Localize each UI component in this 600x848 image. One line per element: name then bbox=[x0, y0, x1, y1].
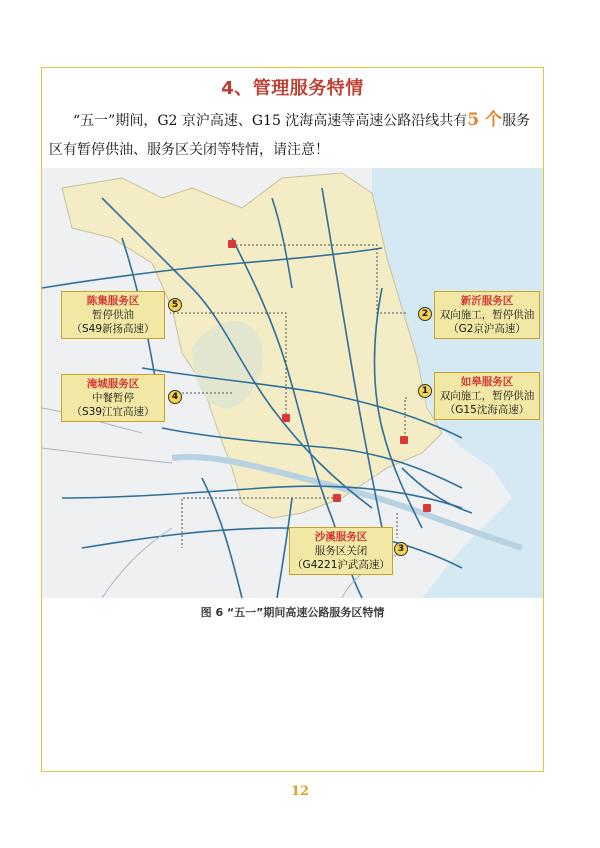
section-heading: 4、管理服务特情 bbox=[221, 78, 364, 99]
callout-status: 中餐暂停 bbox=[92, 392, 134, 404]
callout-status: 双向施工，暂停供油 bbox=[439, 390, 535, 402]
callout-yancheng bbox=[61, 374, 165, 422]
intro-line-1 bbox=[49, 110, 541, 131]
callout-status: 双向施工，暂停供油 bbox=[439, 309, 535, 321]
callout-rugao bbox=[434, 372, 540, 420]
callout-number-badge: 5 bbox=[168, 298, 182, 312]
page-number: 12 bbox=[290, 784, 310, 799]
intro-line-2: 区有暂停供油、服务区关闭等特情，请注意！ bbox=[49, 142, 329, 158]
callout-shaxi bbox=[289, 527, 393, 575]
callout-road: （G2京沪高速） bbox=[448, 323, 526, 335]
callout-xinyi bbox=[434, 291, 540, 339]
intro-text-b: 服务 bbox=[502, 113, 531, 129]
figure-caption: 图 6 “五一”期间高速公路服务区特情 bbox=[200, 606, 385, 619]
service-marker-chenji bbox=[282, 414, 290, 422]
callout-name: 陈集服务区 bbox=[86, 295, 140, 307]
callout-number-badge: 1 bbox=[418, 384, 432, 398]
service-marker-rugao bbox=[400, 436, 408, 444]
callout-road: （S49新扬高速） bbox=[71, 323, 155, 335]
callout-number-badge: 3 bbox=[394, 542, 408, 556]
callout-road: （S39江宜高速） bbox=[71, 406, 155, 418]
callout-name: 新沂服务区 bbox=[460, 295, 514, 307]
callout-number-badge: 4 bbox=[168, 390, 182, 404]
callout-status: 服务区关闭 bbox=[314, 545, 368, 557]
service-marker-xinyi bbox=[228, 240, 236, 248]
callout-road: （G15沈海高速） bbox=[444, 404, 530, 416]
callout-status: 暂停供油 bbox=[92, 309, 134, 321]
callout-name: 淹城服务区 bbox=[86, 378, 140, 390]
intro-text-a: “五一”期间，G2 京沪高速、G15 沈海高速等高速公路沿线共有 bbox=[73, 113, 468, 129]
callout-name: 如皋服务区 bbox=[460, 376, 514, 388]
callout-number-badge: 2 bbox=[418, 307, 432, 321]
callout-chenji bbox=[61, 291, 165, 339]
callout-name: 沙溪服务区 bbox=[314, 531, 368, 543]
callout-road: （G4221沪武高速） bbox=[292, 559, 390, 571]
service-marker-yancheng bbox=[333, 494, 341, 502]
intro-count: 5 个 bbox=[467, 110, 503, 130]
service-marker-shaxi bbox=[423, 504, 431, 512]
